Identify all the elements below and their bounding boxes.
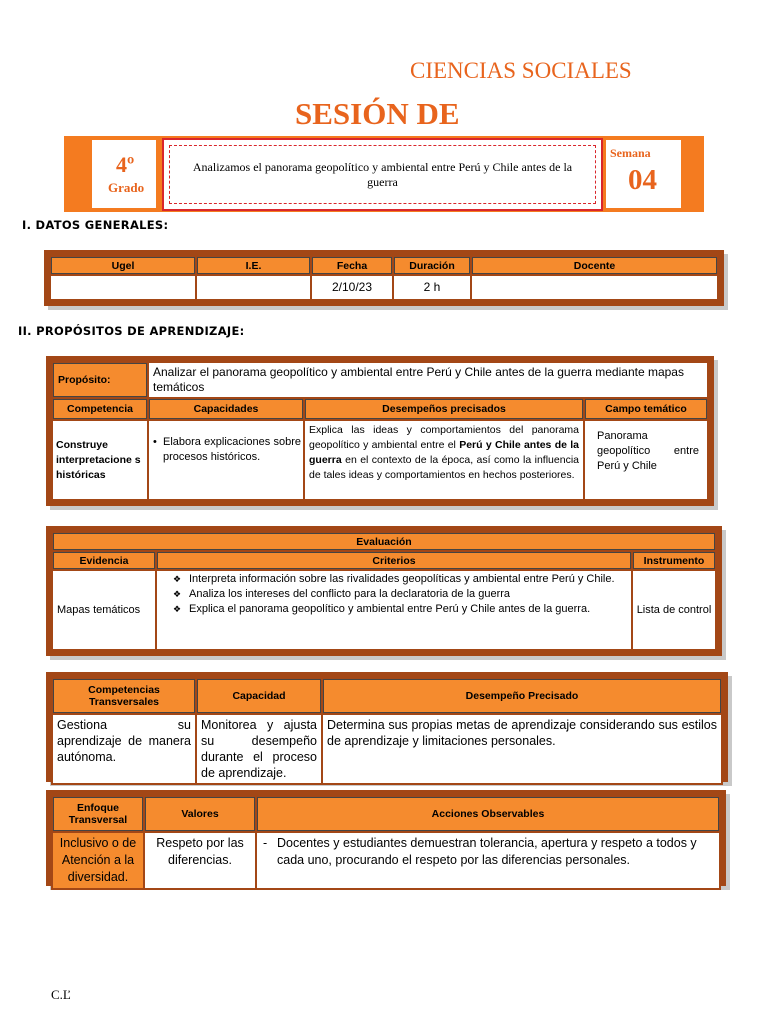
purpose-label: Propósito: xyxy=(53,363,147,397)
col-capacidades: Capacidades xyxy=(149,399,303,419)
acciones-marker: - xyxy=(263,836,268,850)
grade-label: Grado xyxy=(108,180,145,195)
session-title: SESIÓN DE xyxy=(295,96,460,131)
desempeno-text-2: en el contexto de la época, así como la influencia de tales ideas y comportamientos en hechos posteriores. xyxy=(309,454,579,481)
criteria-item: ❖ Interpreta información sobre las rivalidades geopolíticas y ambiental entre Perú y Chile. xyxy=(189,572,625,587)
footer-text: C.Ľ xyxy=(51,987,71,1002)
capacidad-item: • Elabora explicaciones sobre procesos históricos. xyxy=(163,435,301,465)
docente-value xyxy=(472,276,717,299)
week-label: Semana xyxy=(610,146,651,160)
section-heading-datos: I. DATOS GENERALES: xyxy=(22,218,169,232)
activity-title: Analizamos el panorama geopolítico y ambiental entre Perú y Chile antes de la guerra xyxy=(169,145,596,204)
col-duracion: Duración xyxy=(394,257,470,274)
criteria-item: ❖ Analiza los intereses del conflicto para la declaratoria de la guerra xyxy=(189,587,625,602)
criteria-cell xyxy=(157,571,631,649)
enfoque-value: Inclusivo o de Atención a la diversidad. xyxy=(53,833,143,888)
instrument-value: Lista de control xyxy=(633,571,715,649)
week-number: 04 xyxy=(628,164,657,196)
desempeno-cell xyxy=(305,421,583,499)
acciones-cell xyxy=(257,833,719,888)
col-acciones: Acciones Observables xyxy=(257,797,719,831)
grade-number: 4º xyxy=(116,152,135,177)
subject-title: CIENCIAS SOCIALES xyxy=(410,58,632,83)
acciones-value: Docentes y estudiantes demuestran tolerancia, apertura y respeto a todos y cada uno, procurando el respeto por las diferencias personales. xyxy=(277,836,697,867)
purpose-text: Analizar el panorama geopolítico y ambiental entre Perú y Chile antes de la guerra mediante mapas temáticos xyxy=(149,363,707,397)
ie-value xyxy=(197,276,310,299)
competencia-value: Construye interpretacione s históricas xyxy=(53,421,147,499)
duracion-value: 2 h xyxy=(394,276,470,299)
col-desempenos: Desempeños precisados xyxy=(305,399,583,419)
col-competencia: Competencia xyxy=(53,399,147,419)
criteria-item: ❖ Explica el panorama geopolítico y ambiental entre Perú y Chile antes de la guerra. xyxy=(189,602,625,617)
tc-desempeno: Determina sus propias metas de aprendizaje considerando sus estilos de aprendizaje y limitaciones personales. xyxy=(323,715,721,783)
col-fecha: Fecha xyxy=(312,257,392,274)
col-capacidad: Capacidad xyxy=(197,679,321,713)
col-campo: Campo temático xyxy=(585,399,707,419)
evidence-value: Mapas temáticos xyxy=(53,571,155,649)
col-ugel: Ugel xyxy=(51,257,195,274)
ugel-value xyxy=(51,276,195,299)
col-ie: I.E. xyxy=(197,257,310,274)
propositos-table xyxy=(46,356,714,506)
col-competencias-transversales: Competencias Transversales xyxy=(53,679,195,713)
activity-title-box xyxy=(162,138,603,211)
datos-generales-table xyxy=(44,250,724,306)
desempeno-text-1: Explica las ideas y comportamientos del panorama geopolítico y ambiental entre el xyxy=(309,424,579,451)
desempeno-bold: Perú y Chile antes de la guerra xyxy=(309,439,580,466)
evaluacion-table xyxy=(46,526,722,656)
col-instrumento: Instrumento xyxy=(633,552,715,569)
campo-value: Panorama geopolítico entre Perú y Chile xyxy=(585,421,707,499)
tc-competencia: Gestiona su aprendizaje de manera autónoma. xyxy=(53,715,195,783)
col-desempeno-precisado: Desempeño Precisado xyxy=(323,679,721,713)
col-enfoque: Enfoque Transversal xyxy=(53,797,143,831)
col-docente: Docente xyxy=(472,257,717,274)
col-evidencia: Evidencia xyxy=(53,552,155,569)
tc-capacidad: Monitorea y ajusta su desempeño durante el proceso de aprendizaje. xyxy=(197,715,321,783)
valores-value: Respeto por las diferencias. xyxy=(145,833,255,888)
enfoque-table xyxy=(46,790,726,886)
evaluacion-title: Evaluación xyxy=(53,533,715,550)
competencias-transversales-table xyxy=(46,672,728,782)
fecha-value: 2/10/23 xyxy=(312,276,392,299)
col-criterios: Criterios xyxy=(157,552,631,569)
col-valores: Valores xyxy=(145,797,255,831)
section-heading-propositos: II. PROPÓSITOS DE APRENDIZAJE: xyxy=(18,324,245,338)
capacidades-cell xyxy=(149,421,303,499)
